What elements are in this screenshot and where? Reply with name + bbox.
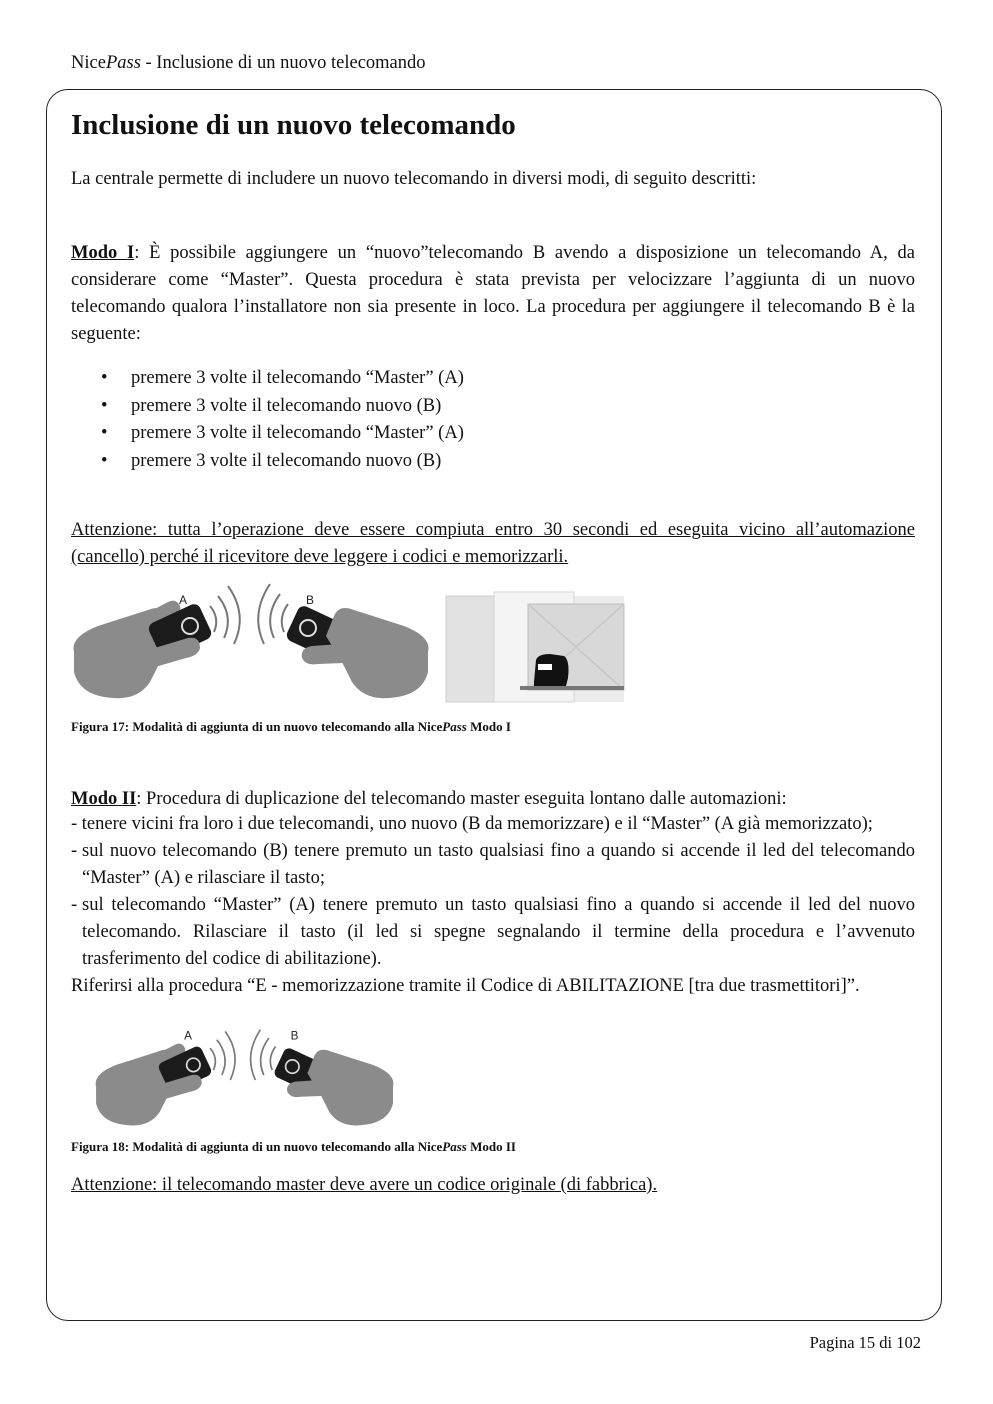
list-item: - tenere vicini fra loro i due telecomandi, uno nuovo (B da memorizzare) e il “Master” (A già memorizzato); [71, 814, 873, 834]
mode1-steps [71, 365, 915, 475]
figure-17-label-a: A [179, 593, 188, 607]
list-item: • premere 3 volte il telecomando “Master” (A) [101, 423, 464, 443]
signal-waves-icon [210, 1030, 275, 1080]
figure-18-caption: Figura 18: Modalità di aggiunta di un nuovo telecomando alla NicePass Modo II [71, 1139, 516, 1154]
figure-17-label-b: B [306, 593, 315, 607]
list-item: • premere 3 volte il telecomando “Master” (A) [101, 368, 464, 388]
brand-italic: Pass [105, 53, 141, 73]
mode2-text: : Procedura di duplicazione del telecomando master eseguita lontano dalle automazioni: [136, 789, 787, 809]
mode2-paragraph [71, 787, 915, 811]
figure-18-illustration [72, 1028, 412, 1132]
list-item: - sul telecomando “Master” (A) tenere premuto un tasto qualsiasi fino a quando si accende il led del nuovo telecomando. Rilasciare il tasto (il led si spegne segnalando il termine della procedura e l’avvenuto trasferimento del codice di abilitazione). [71, 895, 915, 969]
figure-17-illustration [68, 582, 628, 706]
list-item: • premere 3 volte il telecomando nuovo (B) [101, 395, 442, 416]
figure-18-label-b: B [290, 1029, 299, 1043]
intro-text: La centrale permette di includere un nuovo telecomando in diversi modi, di seguito descritti: [71, 169, 757, 189]
mode1-label: Modo I [71, 243, 135, 263]
mode2-label: Modo II [71, 789, 137, 809]
mode1-warning [71, 517, 915, 571]
list-item: - sul nuovo telecomando (B) tenere premuto un tasto qualsiasi fino a quando si accende il led del telecomando “Master” (A) e rilasciare il tasto; [71, 841, 915, 888]
page-number: Pagina 15 di 102 [809, 1333, 921, 1352]
list-item: • premere 3 volte il telecomando nuovo (B) [101, 450, 442, 471]
figure-17-caption: Figura 17: Modalità di aggiunta di un nuovo telecomando alla NicePass Modo I [71, 719, 511, 734]
figure-18-label-a: A [184, 1029, 192, 1043]
intro-paragraph [71, 166, 915, 193]
page-title: Inclusione di un nuovo telecomando [71, 109, 516, 141]
mode1-section [71, 240, 915, 348]
header-title: - Inclusione di un nuovo telecomando [140, 53, 426, 73]
mode1-paragraph [71, 240, 915, 348]
mode2-section [71, 787, 915, 1000]
signal-waves-icon [210, 584, 288, 644]
final-warning [71, 1172, 915, 1199]
brand-prefix: Nice [71, 53, 106, 73]
mode2-reference: Riferirsi alla procedura “E - memorizzazione tramite il Codice di ABILITAZIONE [tra due trasmettitori]”. [71, 976, 860, 996]
final-warning-text: Attenzione: il telecomando master deve avere un codice originale (di fabbrica). [71, 1175, 658, 1195]
gate-automation-image [446, 592, 624, 702]
running-header [71, 53, 426, 74]
mode1-warning-text: Attenzione: tutta l’operazione deve essere compiuta entro 30 secondi ed eseguita vicino all’automazione (cancello) perché il ricevitore deve leggere i codici e memorizzarli. [71, 520, 915, 567]
mode1-text: : È possibile aggiungere un “nuovo”telecomando B avendo a disposizione un telecomando A, da considerare come “Master”. Questa procedura è stata prevista per velocizzare l’aggiunta di un nuovo telecomando qualora l’installatore non sia presente in loco. La procedura per aggiungere il telecomando B è la seguente: [71, 243, 915, 344]
